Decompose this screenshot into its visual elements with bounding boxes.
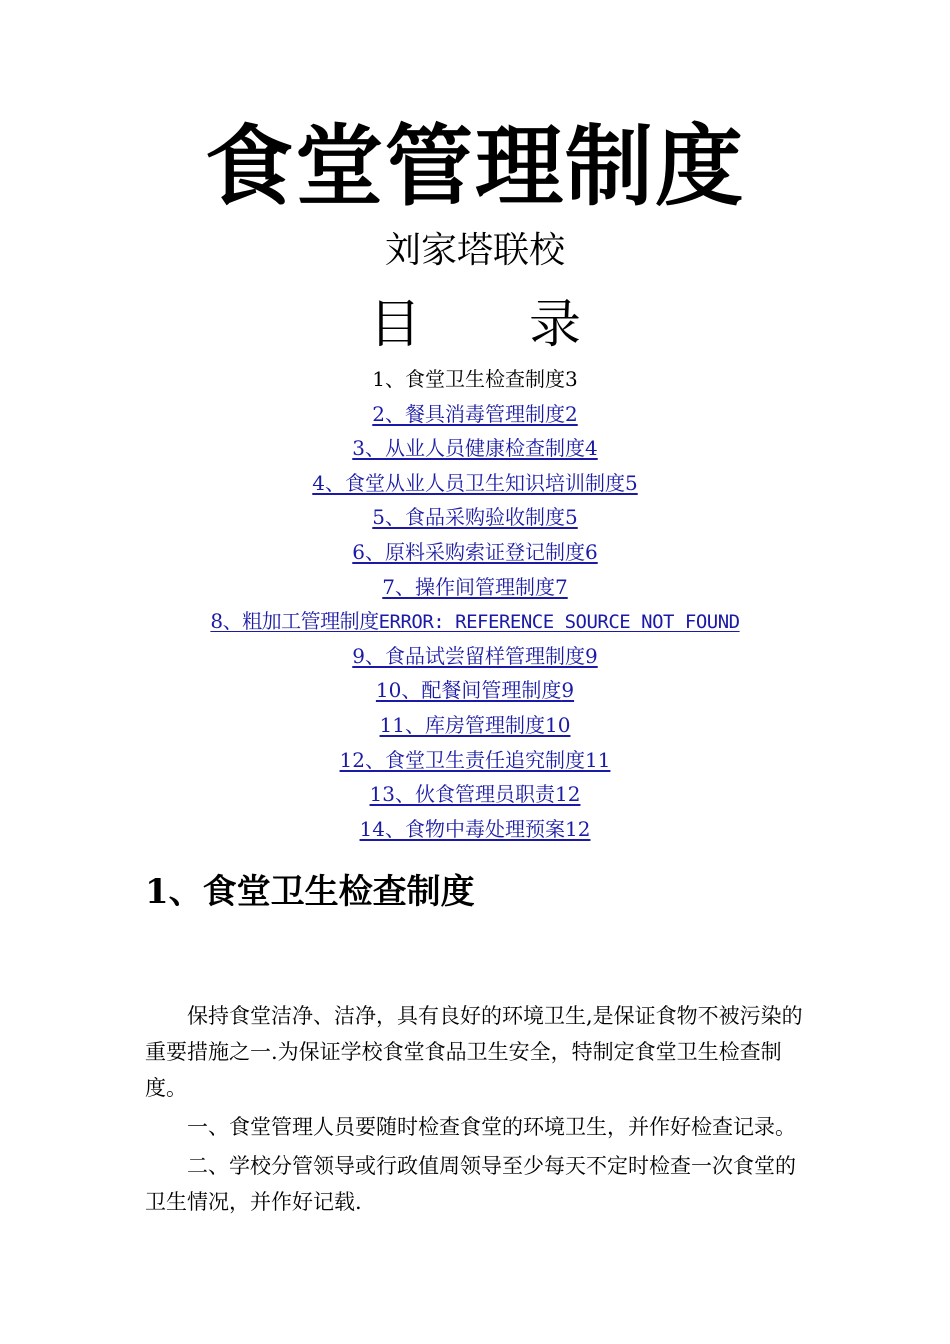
toc-item-label: 1、食堂卫生检查制度 — [372, 367, 565, 391]
toc-link[interactable] — [370, 782, 581, 806]
toc-item-page: 6 — [585, 539, 598, 564]
toc-item-page: 4 — [585, 436, 598, 461]
body-paragraph: 一、食堂管理人员要随时检查食堂的环境卫生，并作好检查记录。 — [187, 1115, 796, 1139]
toc-item-page: 2 — [565, 401, 578, 426]
toc-item-label: 2、餐具消毒管理制度 — [372, 401, 565, 426]
toc-item-label: 9、食品试尝留样管理制度 — [352, 643, 585, 668]
toc-item — [0, 397, 950, 432]
toc-item-label: 13、伙食管理员职责 — [369, 782, 555, 807]
toc-heading — [0, 290, 950, 360]
toc-item-label: 10、配餐间管理制度 — [375, 678, 562, 703]
toc-item-page: 7 — [555, 574, 568, 599]
toc-item — [0, 743, 950, 778]
section-body — [145, 998, 805, 1223]
toc-item-label: 5、食品采购验收制度 — [372, 505, 565, 530]
table-of-contents — [0, 362, 950, 846]
toc-item — [0, 673, 950, 708]
toc-item-page: 10 — [545, 712, 571, 737]
toc-item-page: 12 — [555, 782, 581, 807]
section-title: 1、食堂卫生检查制度 — [145, 872, 475, 912]
toc-link[interactable] — [360, 817, 591, 841]
toc-item-page: 9 — [561, 678, 575, 703]
document-subtitle: 刘家塔联校 — [384, 230, 565, 271]
body-paragraph: 二、学校分管领导或行政值周领导至少每天不定时检查一次食堂的卫生情况，并作好记载. — [145, 1154, 796, 1214]
toc-item-label: 8、粗加工管理制度 — [210, 609, 379, 634]
toc-item-label: 11、库房管理制度 — [379, 712, 545, 737]
body-paragraph: 保持食堂洁净、洁净，具有良好的环境卫生,是保证食物不被污染的重要措施之一.为保证学校食堂食品卫生安全，特制定食堂卫生检查制度。 — [145, 1004, 803, 1100]
toc-item-page: 12 — [565, 816, 591, 841]
toc-item — [0, 777, 950, 812]
toc-link[interactable] — [210, 611, 739, 633]
toc-link[interactable] — [372, 402, 577, 426]
toc-link[interactable] — [382, 575, 567, 599]
toc-item-label: 6、原料采购索证登记制度 — [352, 539, 585, 564]
toc-link[interactable] — [380, 713, 571, 737]
toc-item-label: 7、操作间管理制度 — [382, 574, 555, 599]
toc-link[interactable] — [340, 748, 611, 772]
toc-item — [0, 535, 950, 570]
toc-heading-left: 目 — [368, 295, 421, 355]
toc-link[interactable] — [372, 505, 577, 529]
toc-item-label: 4、食堂从业人员卫生知识培训制度 — [312, 470, 625, 495]
toc-item-page: ERROR: REFERENCE SOURCE NOT FOUND — [378, 611, 740, 634]
toc-link[interactable] — [376, 678, 574, 702]
toc-item — [0, 639, 950, 674]
document-title: 食堂管理制度 — [204, 115, 745, 218]
toc-heading-right: 录 — [529, 295, 582, 355]
toc-item-page: 5 — [565, 505, 578, 530]
toc-link[interactable] — [312, 471, 637, 495]
toc-item-page: 3 — [565, 367, 578, 391]
toc-item-label: 12、食堂卫生责任追究制度 — [339, 747, 585, 772]
toc-link[interactable] — [352, 644, 597, 668]
toc-item-label: 3、从业人员健康检查制度 — [352, 436, 585, 461]
toc-link[interactable] — [352, 436, 597, 460]
toc-item-label: 14、食物中毒处理预案 — [359, 816, 565, 841]
toc-item — [0, 570, 950, 605]
toc-link[interactable] — [352, 540, 597, 564]
toc-item-page: 9 — [585, 643, 598, 668]
toc-item-page: 5 — [625, 470, 638, 495]
toc-item — [0, 812, 950, 847]
toc-item — [0, 466, 950, 501]
toc-item — [0, 500, 950, 535]
toc-item-page: 11 — [585, 747, 611, 772]
toc-item — [0, 708, 950, 743]
toc-item — [0, 362, 950, 397]
toc-item — [0, 604, 950, 639]
toc-item — [0, 431, 950, 466]
